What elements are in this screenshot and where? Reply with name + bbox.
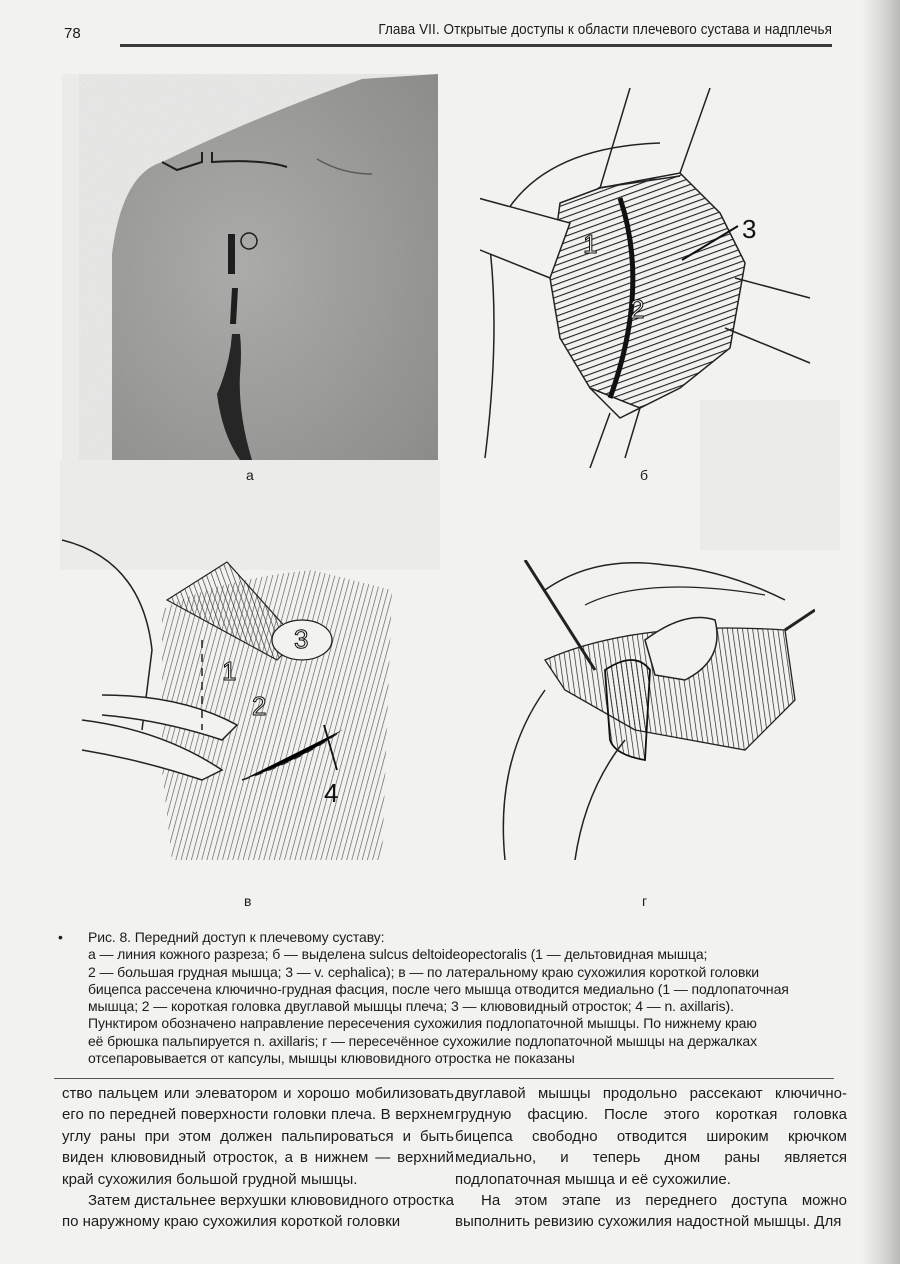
caption-line: бицепса рассечена ключично-грудная фасция, после чего мышца отводится медиально (1 — подлопаточная <box>88 980 789 997</box>
page-number: 78 <box>64 25 81 42</box>
caption-line: мышца; 2 — короткая головка двуглавой мышцы плеча; 3 — клювовидный отросток; 4 — n. axillaris). <box>88 998 734 1015</box>
deltopectoral-groove-drawing <box>480 88 820 468</box>
incision-mark <box>228 234 235 274</box>
caption-line: Рис. 8. Передний доступ к плечевому суставу: <box>88 929 385 945</box>
mark-3: 3 <box>742 214 757 244</box>
paragraph: двуглавой мышцы продольно рассекают ключично-грудную фасцию. После этого короткая головка бицепса свободно отводится широким крючком медиально, и теперь дном раны является подлопаточная мышца и её сухожилие. <box>455 1085 847 1188</box>
caption-line: отсепаровывается от капсулы, мышцы клювовидного отростка не показаны <box>88 1050 575 1067</box>
mark-2: 2 <box>252 691 267 721</box>
paragraph: На этом этапе из переднего доступа можно выполнить ревизию сухожилия надостной мышцы. Для <box>455 1192 847 1231</box>
mark-1: 1 <box>222 656 237 686</box>
figure-panel-b <box>480 88 820 468</box>
mark-3: 3 <box>294 624 309 654</box>
mark-1: 1 <box>583 229 598 259</box>
mark-2: 2 <box>630 294 645 324</box>
paragraph: Затем дистальнее верхушки клювовидного отростка по наружному краю сухожилия короткой головки <box>62 1192 454 1231</box>
panel-label-v: в <box>244 893 252 909</box>
figure-panel-v <box>62 530 392 860</box>
subscapularis-tendon-drawing <box>485 560 815 860</box>
page-edge-shadow <box>862 0 900 1264</box>
caption-line: её брюшка пальпируется n. axillaris; г — пересечённое сухожилие подлопаточной мышцы на держалках <box>88 1032 757 1049</box>
clavipectoral-fascia-drawing <box>62 530 392 860</box>
caption-divider <box>54 1078 834 1079</box>
mark-4: 4 <box>324 778 339 808</box>
shoulder-photo <box>62 74 438 460</box>
figure-panel-g <box>485 560 815 860</box>
panel-label-g: г <box>642 893 648 909</box>
panel-label-b: б <box>640 467 649 483</box>
figure-panel-a <box>62 74 438 460</box>
cut-tendon <box>605 660 650 760</box>
caption-line: а — линия кожного разреза; б — выделена sulcus deltoideopectoralis (1 — дельтовидная мышца; <box>88 946 708 963</box>
body-column-right <box>455 1083 847 1233</box>
body-column-left <box>62 1083 454 1233</box>
caption-bullet: • <box>58 929 63 945</box>
header-rule <box>120 44 832 47</box>
running-title: Глава VII. Открытые доступы к области плечевого сустава и надплечья <box>378 22 832 38</box>
caption-line: Пунктиром обозначено направление пересечения сухожилия подлопаточной мышцы. По нижнему краю <box>88 1015 757 1032</box>
muscle-field <box>550 173 745 408</box>
caption-line: 2 — большая грудная мышца; 3 — v. cephalica); в — по латеральному краю сухожилия короткой головки <box>88 963 760 980</box>
stay-suture-holder <box>785 610 815 630</box>
figure-caption <box>58 929 842 1067</box>
paragraph: ство пальцем или элеватором и хорошо мобилизовать его по передней поверхности головки плеча. В верхнем углу раны при этом должен пальпироваться и быть виден клювовидный отросток, а в нижнем — верхний край сухожилия большой грудной мышцы. <box>62 1085 454 1188</box>
panel-label-a: а <box>246 467 254 483</box>
